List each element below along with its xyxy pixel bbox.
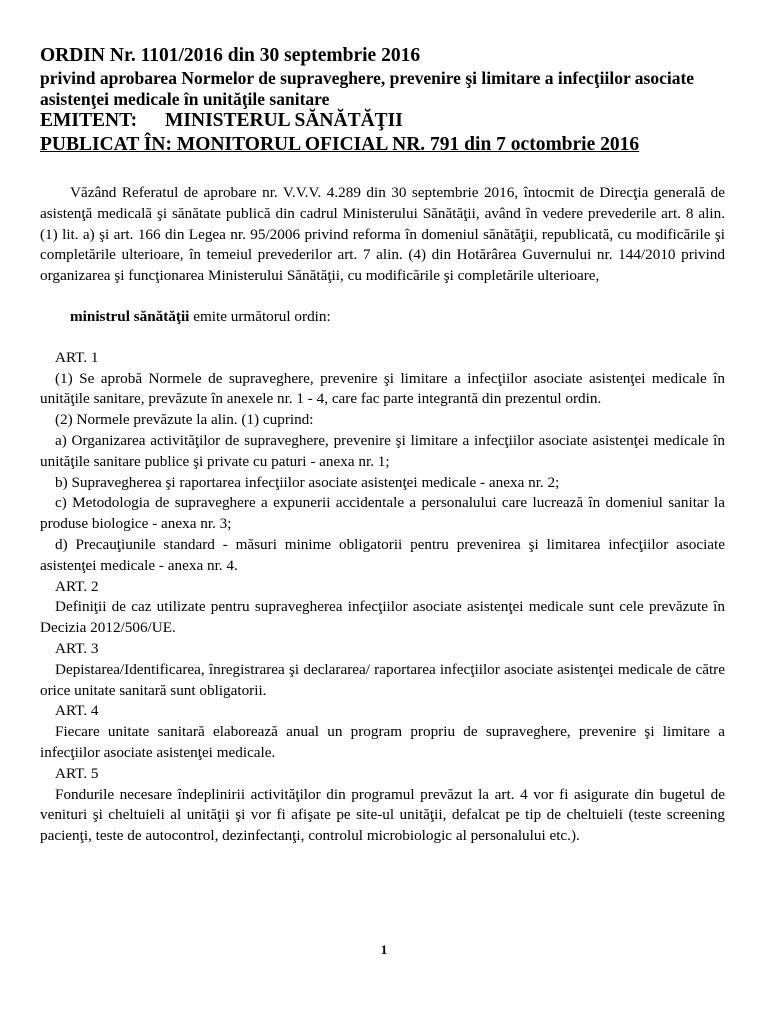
art3-heading: ART. 3 bbox=[55, 639, 99, 657]
page-number: 1 bbox=[380, 942, 388, 957]
document-body bbox=[40, 183, 725, 847]
issuer-value: MINISTERUL SĂNĂTĂŢII bbox=[165, 110, 403, 131]
art1-item-c: c) Metodologia de supraveghere a expunerii accidentale a personalului care lucrează în domeniul sanitar la produse biologice - anexa nr. 3; bbox=[40, 494, 725, 533]
art1-item-a: a) Organizarea activităţilor de supraveghere, prevenire şi limitare a infecţiilor asociate asistenţei medicale în unităţile sanitare publice şi private cu paturi - anexa nr. 1; bbox=[40, 431, 725, 470]
art1-paragraph-2: (2) Normele prevăzute la alin. (1) cuprind: bbox=[55, 411, 314, 429]
art1-item-d: d) Precauţiunile standard - măsuri minime obligatorii pentru prevenirea şi limitarea infecţiilor asociate asistenţei medicale - anexa nr. 4. bbox=[40, 535, 725, 574]
order-title: ORDIN Nr. 1101/2016 din 30 septembrie 2016 bbox=[40, 45, 421, 66]
publication-line: PUBLICAT ÎN: MONITORUL OFICIAL NR. 791 din 7 octombrie 2016 bbox=[40, 134, 640, 155]
art4-heading: ART. 4 bbox=[55, 702, 99, 720]
document-header bbox=[40, 44, 730, 158]
art4-text: Fiecare unitate sanitară elaborează anual un program propriu de supraveghere, prevenire şi limitare a infecţiilor asociate asistenţei medicale. bbox=[40, 723, 725, 761]
art1-paragraph-1: (1) Se aprobă Normele de supraveghere, prevenire şi limitare a infecţiilor asociate asistenţei medicale în unităţile sanitare, prevăzute în anexele nr. 1 - 4, care fac parte integrantă din prezentul ordin. bbox=[40, 369, 725, 408]
art1-heading: ART. 1 bbox=[55, 348, 99, 366]
order-subtitle: privind aprobarea Normelor de supraveghere, prevenire şi limitare a infecţiilor asociate asistenţei medicale în unităţile sanitare bbox=[40, 68, 695, 109]
issuer-line bbox=[40, 110, 730, 132]
issuer-label: EMITENT: bbox=[40, 110, 138, 131]
art2-heading: ART. 2 bbox=[55, 577, 99, 595]
art5-text: Fondurile necesare îndeplinirii activităţilor din programul prevăzut la art. 4 vor fi asigurate din bugetul de venituri şi cheltuieli al unităţii şi vor fi afişate pe site-ul unităţii, defalcat pe tip de cheltuieli (teste screening pacienţi, teste de autocontrol, dezinfectanţi, controlul microbiologic al personalului etc.). bbox=[40, 785, 725, 845]
art2-text: Definiţii de caz utilizate pentru supravegherea infecţiilor asociate asistenţei medicale sunt cele prevăzute în Decizia 2012/506/UE. bbox=[40, 598, 725, 637]
minister-rest: emite următorul ordin: bbox=[189, 307, 331, 325]
art1-item-b: b) Supravegherea şi raportarea infecţiilor asociate asistenţei medicale - anexa nr. 2; bbox=[55, 473, 560, 491]
minister-bold: ministrul sănătăţii bbox=[70, 307, 190, 325]
minister-line bbox=[40, 307, 725, 328]
preamble-paragraph: Văzând Referatul de aprobare nr. V.V.V. 4.289 din 30 septembrie 2016, întocmit de Direcţia generală de asistenţă medicală şi sănătate publică din cadrul Ministerului Sănătăţii, având în vedere prevederile art. 8 alin. (1) lit. a) şi art. 166 din Legea nr. 95/2006 privind reforma în domeniul sănătăţii, republicată, cu modificările şi completările ulterioare, în temeiul prevederilor art. 7 alin. (4) din Hotărârea Guvernului nr. 144/2010 privind organizarea şi funcţionarea Ministerului Sănătăţii, cu modificările şi completările ulterioare, bbox=[40, 184, 725, 285]
art5-heading: ART. 5 bbox=[55, 764, 99, 782]
art3-text: Depistarea/Identificarea, înregistrarea şi declararea/ raportarea infecţiilor asociate asistenţei medicale de către orice unitate sanitară sunt obligatorii. bbox=[40, 660, 725, 699]
